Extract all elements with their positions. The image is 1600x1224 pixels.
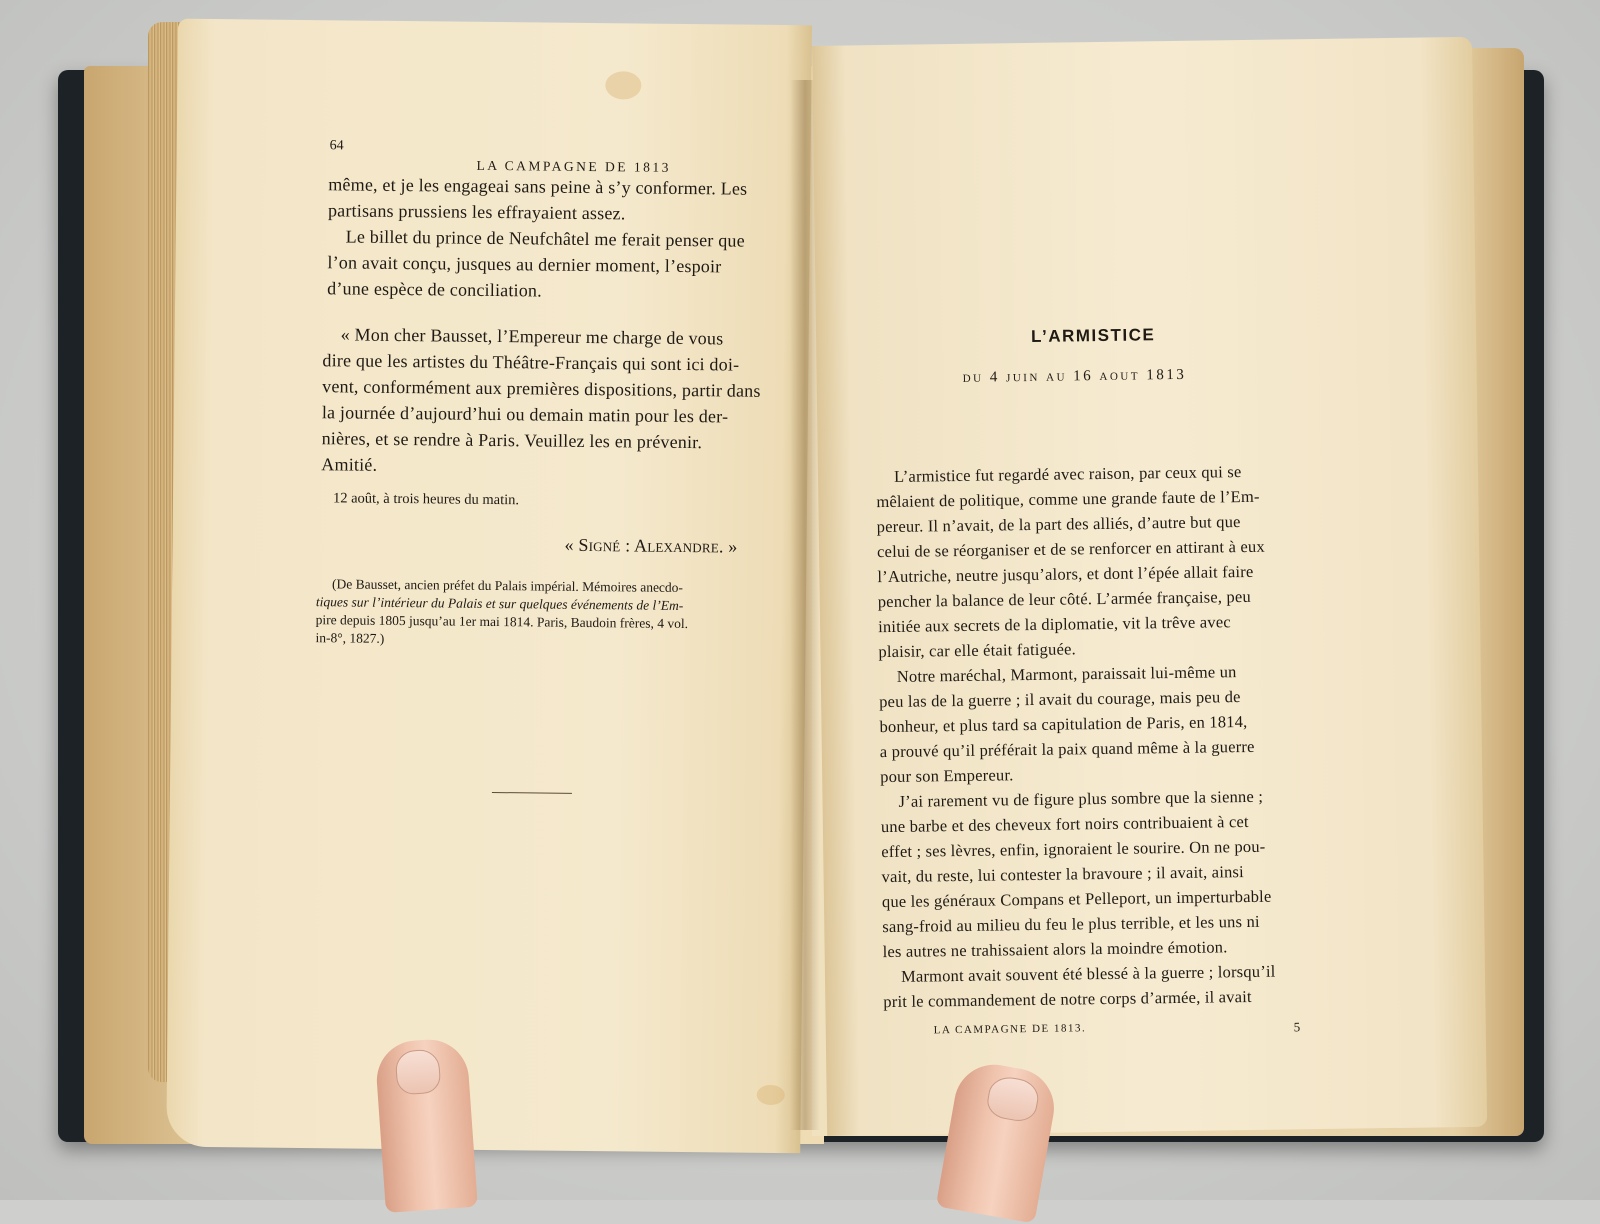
letter-line: Amitié. [321, 454, 378, 475]
text-line: prit le commandement de notre corps d’armée, il avait [883, 986, 1252, 1012]
text-line: pour son Empereur. [880, 765, 1014, 787]
text-line: que les généraux Compans et Pelleport, un imperturbable [881, 886, 1272, 912]
text-line: d’une espèce de conciliation. [327, 278, 543, 301]
text-line: Notre maréchal, Marmont, paraissait lui-même un [896, 662, 1237, 686]
foxing-stain [605, 71, 641, 99]
foxing-stain [757, 1085, 785, 1105]
footnote-line: (De Bausset, ancien préfet du Palais impérial. Mémoires anecdo- [332, 576, 684, 595]
letter-line: nières, et se rendre à Paris. Veuillez les en prévenir. [321, 428, 703, 453]
chapter-subtitle: du 4 juin au 16 aout 1813 [962, 366, 1187, 386]
left-thumbnail [395, 1049, 442, 1096]
right-page [812, 37, 1487, 1136]
text-line: bonheur, et plus tard sa capitulation de Paris, en 1814, [879, 711, 1248, 737]
printer-signature-mark: LA CAMPAGNE DE 1813. [933, 1022, 1087, 1037]
text-line: initiée aux secrets de la diplomatie, vit la trêve avec [877, 612, 1231, 637]
left-page [166, 19, 812, 1154]
letter-signature: « Signé : Alexandre. » [564, 534, 738, 557]
text-line: pencher la balance de leur côté. L’armée française, peu [877, 586, 1252, 612]
letter-line: « Mon cher Bausset, l’Empereur me charge de vous [340, 324, 724, 349]
text-line: pereur. Il n’avait, de la part des alliés, d’autre but que [876, 512, 1241, 537]
text-line: l’Autriche, neutre jusqu’alors, et dont l’épée allait faire [877, 561, 1254, 587]
end-rule [492, 792, 572, 794]
text-line: une barbe et des cheveux fort noirs contribuaient à cet [880, 811, 1249, 837]
text-line: l’on avait conçu, jusques au dernier moment, l’espoir [327, 252, 722, 277]
letter-line: vent, conformément aux premières dispositions, partir dans [322, 376, 761, 401]
text-line: vait, du reste, lui contester la bravoure ; il avait, ainsi [881, 862, 1245, 887]
letter-line: la journée d’aujourd’hui ou demain matin pour les der- [321, 402, 729, 427]
text-line: a prouvé qu’il préférait la paix quand même à la guerre [879, 736, 1255, 762]
text-line: les autres ne trahissaient alors la moindre émotion. [882, 937, 1228, 962]
text-line: plaisir, car elle était fatiguée. [878, 639, 1076, 662]
footnote-line: in-8°, 1827.) [315, 630, 385, 646]
page-number: 64 [329, 138, 344, 154]
text-line: celui de se réorganiser et de se renforcer en attirant à eux [876, 536, 1265, 562]
running-head: LA CAMPAGNE DE 1813 [476, 157, 671, 175]
text-line: peu las de la guerre ; il avait du courage, mais peu de [879, 687, 1241, 712]
text-line: J’ai rarement vu de figure plus sombre que la sienne ; [898, 786, 1264, 811]
text-line: Le billet du prince de Neufchâtel me ferait penser que [345, 226, 745, 251]
text-line: partisans prussiens les effrayaient assez. [327, 200, 626, 224]
text-line: L’armistice fut regardé avec raison, par ceux qui se [893, 462, 1242, 486]
gathering-number: 5 [1293, 1019, 1302, 1035]
text-line: mêlaient de politique, comme une grande faute de l’Em- [876, 486, 1260, 512]
letter-line: dire que les artistes du Théâtre-Français qui sont ici doi- [322, 350, 740, 375]
footnote-line: pire depuis 1805 jusqu’au 1er mai 1814. Paris, Baudoin frères, 4 vol. [315, 612, 689, 632]
text-line: sang-froid au milieu du feu le plus terrible, et les uns ni [882, 911, 1260, 937]
footnote-line: tiques sur l’intérieur du Palais et sur quelques événements de l’Em- [315, 594, 684, 614]
text-line: même, et je les engageai sans peine à s’y conformer. Les [328, 174, 748, 199]
text-line: Marmont avait souvent été blessé à la guerre ; lorsqu’il [900, 961, 1276, 986]
text-line: effet ; ses lèvres, enfin, ignoraient le sourire. On ne pou- [881, 836, 1266, 862]
letter-date: 12 août, à trois heures du matin. [332, 490, 520, 509]
chapter-title: L’ARMISTICE [1030, 325, 1156, 346]
